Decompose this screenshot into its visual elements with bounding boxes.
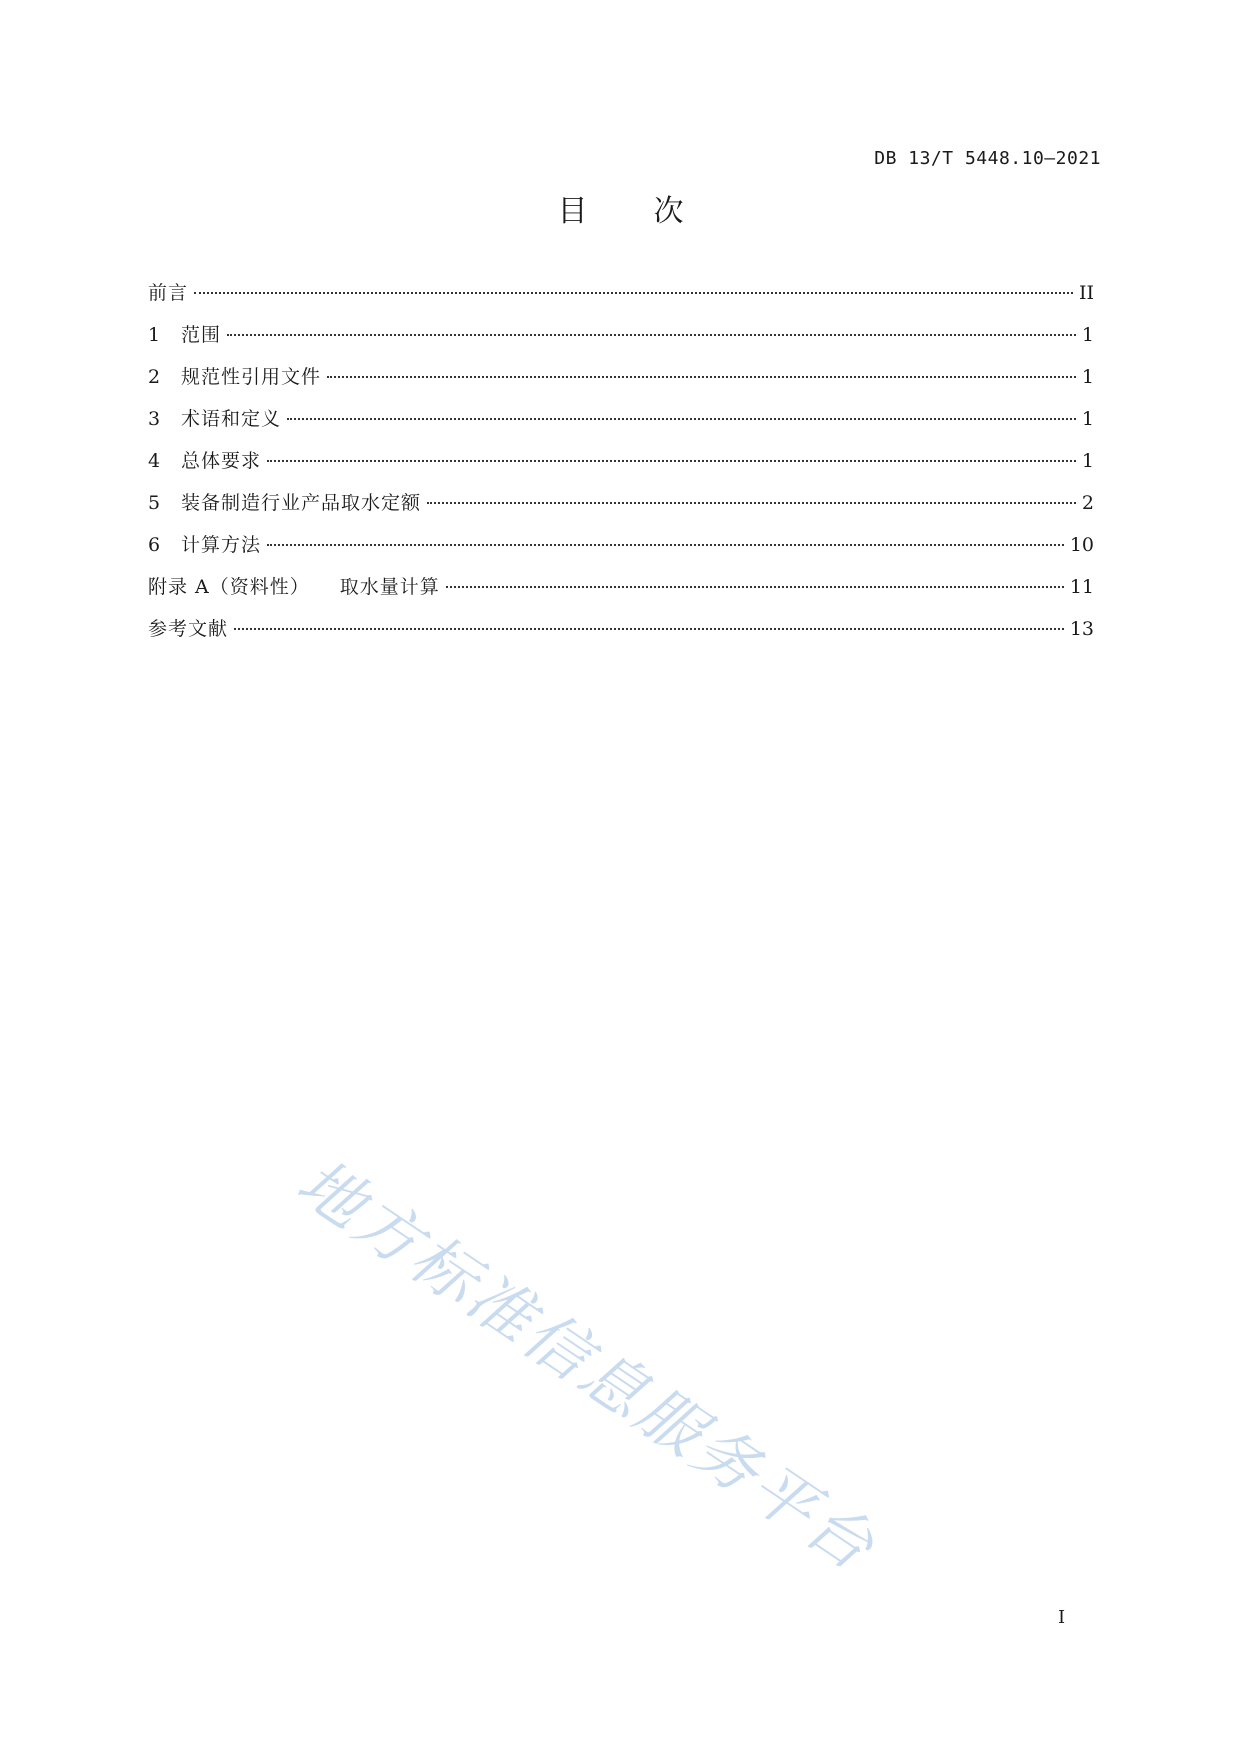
toc-entry-page: 1 bbox=[1081, 324, 1094, 346]
toc-entry-label: 参考文献 bbox=[148, 618, 229, 640]
toc-dot-leader bbox=[446, 586, 1064, 588]
toc-entry-number: 5 bbox=[148, 492, 161, 514]
toc-entry-label bbox=[148, 572, 440, 599]
toc-entry-number: 6 bbox=[148, 534, 161, 556]
toc-entry-label: 范围 bbox=[181, 324, 222, 346]
toc-entry-general-requirements[interactable] bbox=[148, 446, 1094, 488]
title-char-2: 次 bbox=[653, 194, 684, 229]
toc-entry-normative-references[interactable] bbox=[148, 362, 1094, 404]
appendix-title: 取水量计算 bbox=[339, 576, 440, 598]
toc-entry-scope[interactable] bbox=[148, 320, 1094, 362]
toc-entry-page: 2 bbox=[1081, 492, 1094, 514]
appendix-label: 附录 A（资料性） bbox=[148, 576, 310, 598]
standard-code: DB 13/T 5448.10—2021 bbox=[874, 148, 1101, 169]
toc-dot-leader bbox=[287, 418, 1076, 420]
toc-entry-number: 2 bbox=[148, 366, 161, 388]
page-number: I bbox=[1058, 1607, 1066, 1628]
toc-entry-label: 计算方法 bbox=[181, 534, 262, 556]
toc-entry-page: 1 bbox=[1081, 408, 1094, 430]
toc-entry-number: 1 bbox=[148, 324, 161, 346]
toc-entry-appendix-a[interactable] bbox=[148, 572, 1094, 614]
toc-dot-leader bbox=[234, 628, 1064, 630]
table-of-contents bbox=[148, 278, 1094, 656]
toc-entry-page: 11 bbox=[1069, 576, 1094, 598]
toc-entry-label: 总体要求 bbox=[181, 450, 262, 472]
toc-entry-page: 10 bbox=[1069, 534, 1094, 556]
toc-entry-bibliography[interactable] bbox=[148, 614, 1094, 656]
toc-entry-number: 3 bbox=[148, 408, 161, 430]
title-char-1: 目 bbox=[557, 194, 588, 229]
toc-entry-calculation-method[interactable] bbox=[148, 530, 1094, 572]
toc-entry-page: 1 bbox=[1081, 450, 1094, 472]
toc-dot-leader bbox=[327, 376, 1076, 378]
toc-entry-terms-definitions[interactable] bbox=[148, 404, 1094, 446]
toc-dot-leader bbox=[267, 544, 1064, 546]
toc-entry-label: 规范性引用文件 bbox=[181, 366, 322, 388]
toc-entry-label: 术语和定义 bbox=[181, 408, 282, 430]
toc-entry-page: 13 bbox=[1069, 618, 1094, 640]
page-title bbox=[0, 186, 1241, 230]
toc-entry-label: 装备制造行业产品取水定额 bbox=[181, 492, 422, 514]
toc-entry-number: 4 bbox=[148, 450, 161, 472]
toc-dot-leader bbox=[227, 334, 1076, 336]
toc-entry-water-quota[interactable] bbox=[148, 488, 1094, 530]
toc-entry-foreword[interactable] bbox=[148, 278, 1094, 320]
toc-dot-leader bbox=[267, 460, 1076, 462]
toc-entry-label: 前言 bbox=[148, 282, 189, 304]
toc-dot-leader bbox=[427, 502, 1076, 504]
toc-entry-page: II bbox=[1078, 282, 1094, 304]
toc-entry-page: 1 bbox=[1081, 366, 1094, 388]
watermark: 地方标准信息服务平台 bbox=[283, 1145, 890, 1587]
toc-dot-leader bbox=[194, 292, 1073, 294]
